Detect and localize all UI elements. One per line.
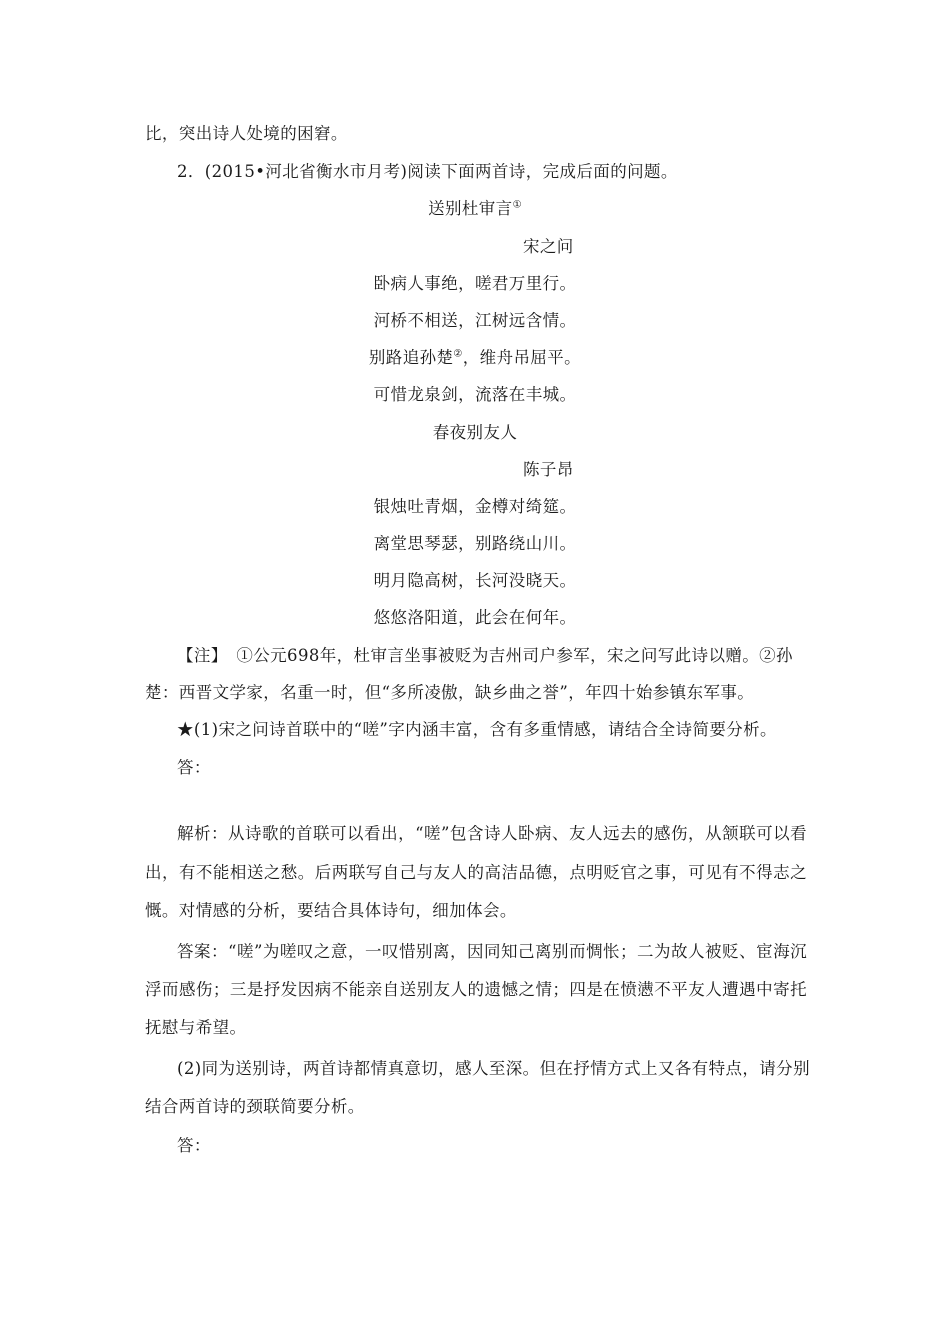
poem2-author: 陈子昂 <box>523 460 574 479</box>
poem1-line-part: 别路追孙楚 <box>368 348 454 367</box>
q1-answer-label: 答： <box>177 758 211 777</box>
q1-answer-line: 答案：“嗟”为嗟叹之意，一叹惜别离，因同知己离别而惆怅；二为故人被贬、宦海沉 <box>177 942 807 961</box>
footnote-marker: ① <box>512 199 522 211</box>
poem1-line <box>0 347 950 369</box>
q2-answer-label: 答： <box>177 1136 211 1155</box>
poem2-title: 春夜别友人 <box>432 423 518 442</box>
previous-answer-tail: 比，突出诗人处境的困窘。 <box>145 124 348 143</box>
footnote-line: 【注】 ①公元698年，杜审言坐事被贬为吉州司户参军，宋之问写此诗以赠。②孙 <box>177 646 793 665</box>
poem1-line: 卧病人事绝，嗟君万里行。 <box>373 274 577 293</box>
q2-prompt-line: (2)同为送别诗，两首诗都情真意切，感人至深。但在抒情方式上又各有特点，请分别 <box>177 1059 810 1078</box>
q1-analysis-line: 慨。对情感的分析，要结合具体诗句，细加体会。 <box>145 901 517 920</box>
q1-answer-line: 浮而感伤；三是抒发因病不能亲自送别友人的遗憾之情；四是在愤懑不平友人遭遇中寄托 <box>145 980 807 999</box>
poem1-line: 可惜龙泉剑，流落在丰城。 <box>373 385 577 404</box>
poem2-line: 悠悠洛阳道，此会在何年。 <box>373 608 577 627</box>
poem1-author: 宋之问 <box>523 237 574 256</box>
poem1-title-text: 送别杜审言 <box>428 199 513 218</box>
q1-prompt: ★(1)宋之问诗首联中的“嗟”字内涵丰富，含有多重情感，请结合全诗简要分析。 <box>177 720 777 739</box>
footnote-marker: ② <box>453 348 463 360</box>
poem2-line: 离堂思琴瑟，别路绕山川。 <box>373 534 577 553</box>
poem2-line: 明月隐高树，长河没晓天。 <box>373 571 577 590</box>
poem1-line-part: ，维舟吊屈平。 <box>462 348 582 367</box>
poem2-line: 银烛吐青烟，金樽对绮筵。 <box>373 497 577 516</box>
q1-answer-line: 抚慰与希望。 <box>145 1018 247 1037</box>
poem1-line: 河桥不相送，江树远含情。 <box>373 311 577 330</box>
q2-prompt-line: 结合两首诗的颈联简要分析。 <box>145 1097 365 1116</box>
poem1-title <box>0 198 950 220</box>
q1-analysis-line: 解析：从诗歌的首联可以看出，“嗟”包含诗人卧病、友人远去的感伤，从颔联可以看 <box>177 824 807 843</box>
question-intro: 2．(2015•河北省衡水市月考)阅读下面两首诗，完成后面的问题。 <box>177 162 678 181</box>
footnote-line: 楚：西晋文学家，名重一时，但“多所凌傲，缺乡曲之誉”，年四十始参镇东军事。 <box>145 683 755 702</box>
q1-analysis-line: 出，有不能相送之愁。后两联写自己与友人的高洁品德，点明贬官之事，可见有不得志之 <box>145 863 807 882</box>
